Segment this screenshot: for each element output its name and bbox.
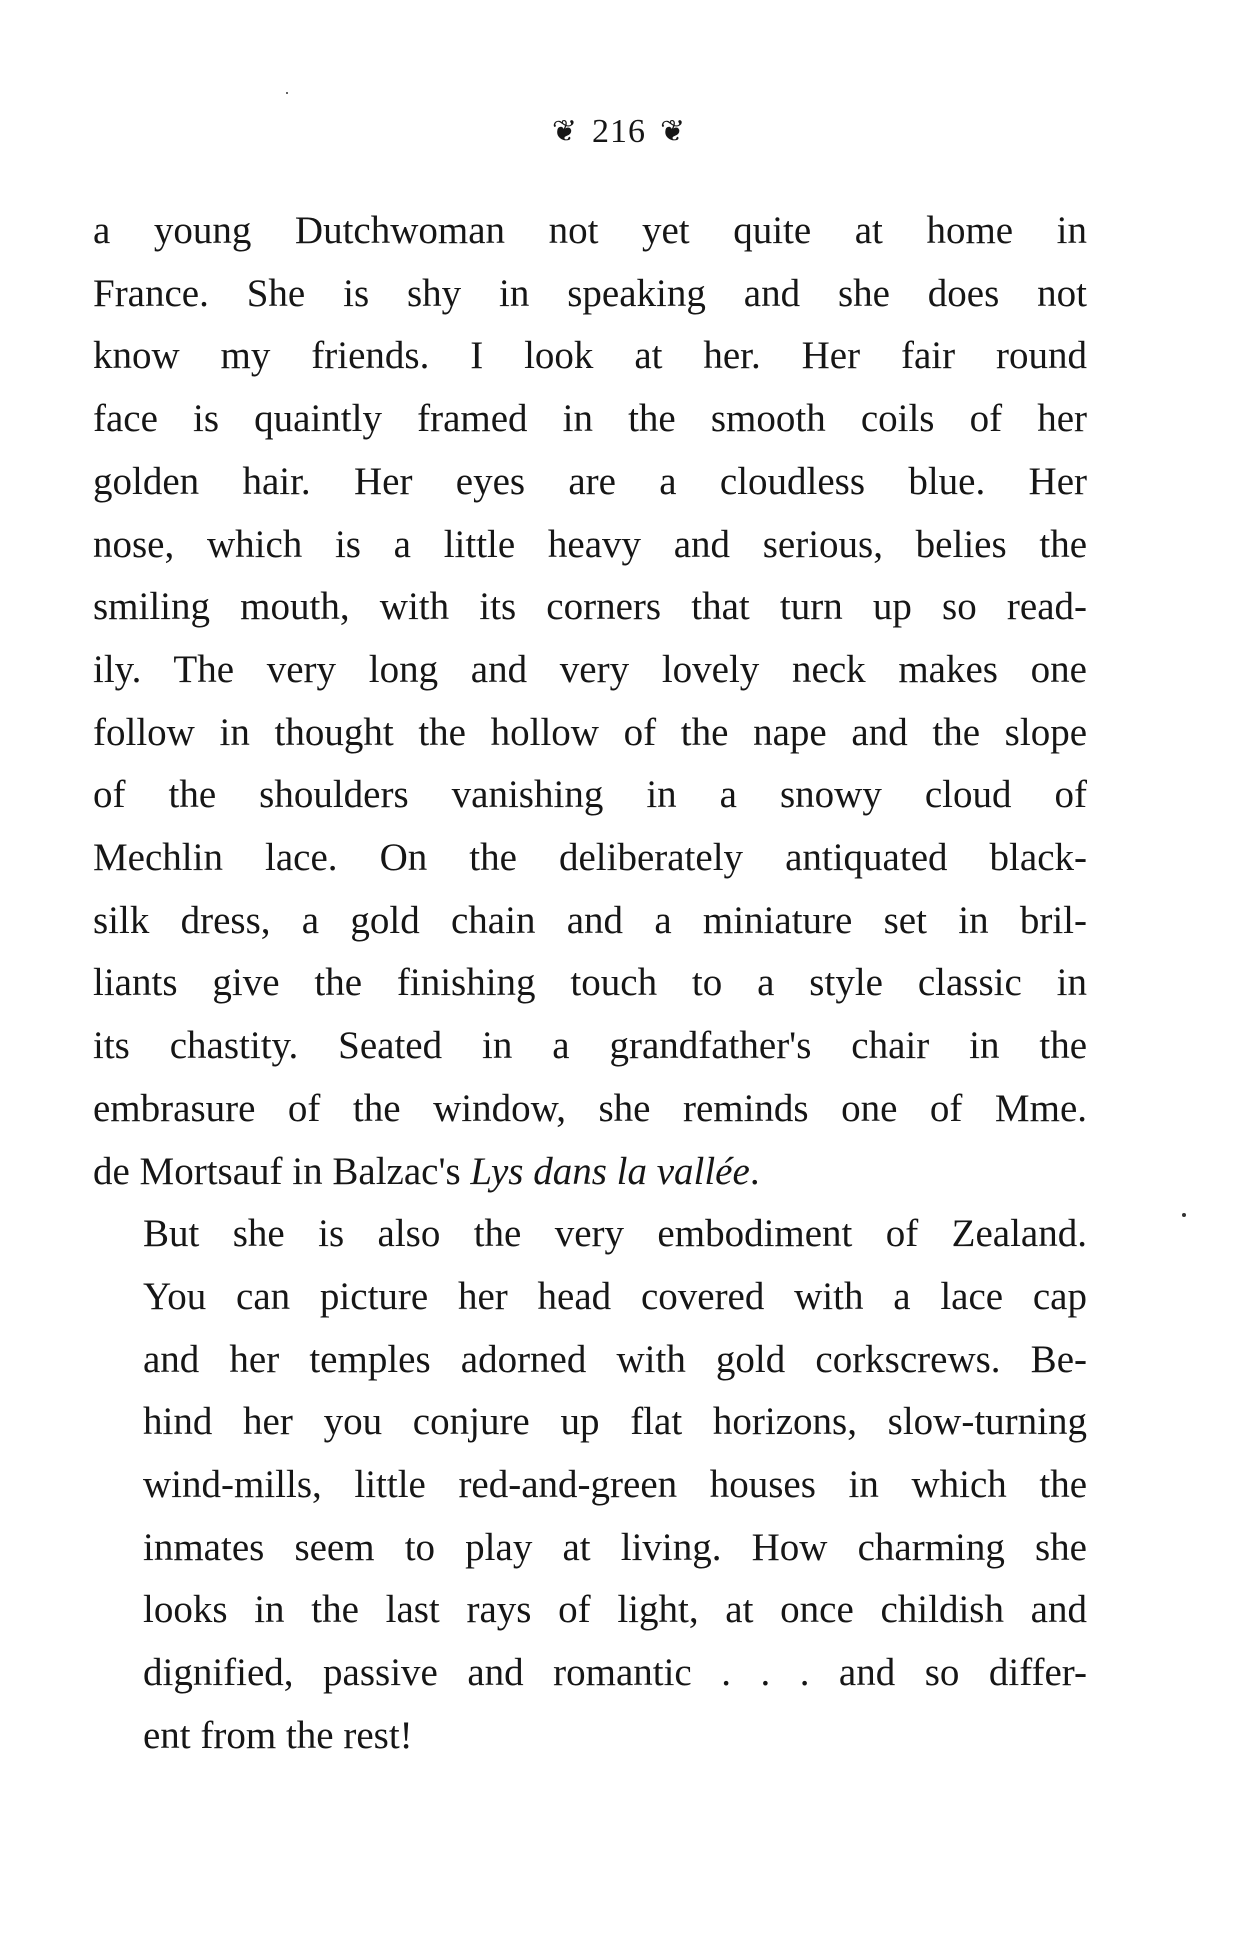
text-line: know my friends. I look at her. Her fair round [93, 334, 1087, 378]
text-line: liants give the finishing touch to a style classic in [93, 961, 1087, 1005]
text-line: golden hair. Her eyes are a cloudless blue. Her [93, 459, 1087, 503]
text-line: But she is also the very embodiment of Zealand. [143, 1212, 1087, 1256]
print-speck [286, 92, 288, 94]
text-line: embrasure of the window, she reminds one of Mme. [93, 1086, 1087, 1130]
text-line: follow in thought the hollow of the nape and the slope [93, 710, 1087, 754]
body-text [93, 200, 1087, 1768]
text-line: ent from the rest! [143, 1713, 413, 1757]
text-line: of the shoulders vanishing in a snowy cloud of [93, 773, 1087, 817]
page-header [0, 110, 1238, 155]
text-line-final [93, 1141, 1087, 1204]
text-line: and her temples adorned with gold corkscrews. Be- [143, 1337, 1087, 1381]
book-title-italic: Lys dans la vallée [470, 1149, 750, 1193]
paragraph-1 [93, 200, 1087, 1203]
text-line: Mechlin lace. On the deliberately antiquated black- [93, 836, 1087, 880]
text-line: smiling mouth, with its corners that turn up so read- [93, 585, 1087, 629]
text-line: inmates seem to play at living. How charming she [143, 1525, 1087, 1569]
text-line: hind her you conjure up flat horizons, slow-turning [143, 1400, 1087, 1444]
print-speck [1182, 1213, 1186, 1217]
text-line: dignified, passive and romantic . . . and so differ- [143, 1651, 1087, 1695]
text-line: looks in the last rays of light, at once childish and [143, 1588, 1087, 1632]
page-number: 216 [592, 113, 646, 150]
fleuron-right-icon: ❦ [660, 115, 687, 148]
text-run: . [749, 1149, 760, 1193]
text-line: wind-mills, little red-and-green houses in which the [143, 1463, 1087, 1507]
text-line: a young Dutchwoman not yet quite at home in [93, 209, 1087, 252]
text-line: its chastity. Seated in a grandfather's chair in the [93, 1024, 1087, 1068]
fleuron-left-icon: ❦ [551, 115, 578, 148]
text-line: France. She is shy in speaking and she does not [93, 271, 1087, 315]
paragraph-2 [93, 1203, 1087, 1767]
text-line: You can picture her head covered with a lace cap [143, 1274, 1087, 1318]
text-run: de Mortsauf in Balzac's [93, 1149, 471, 1193]
text-line: face is quaintly framed in the smooth coils of her [93, 397, 1087, 441]
text-line: silk dress, a gold chain and a miniature set in bril- [93, 898, 1087, 942]
text-line: nose, which is a little heavy and serious, belies the [93, 522, 1087, 566]
text-line: ily. The very long and very lovely neck makes one [93, 647, 1087, 691]
